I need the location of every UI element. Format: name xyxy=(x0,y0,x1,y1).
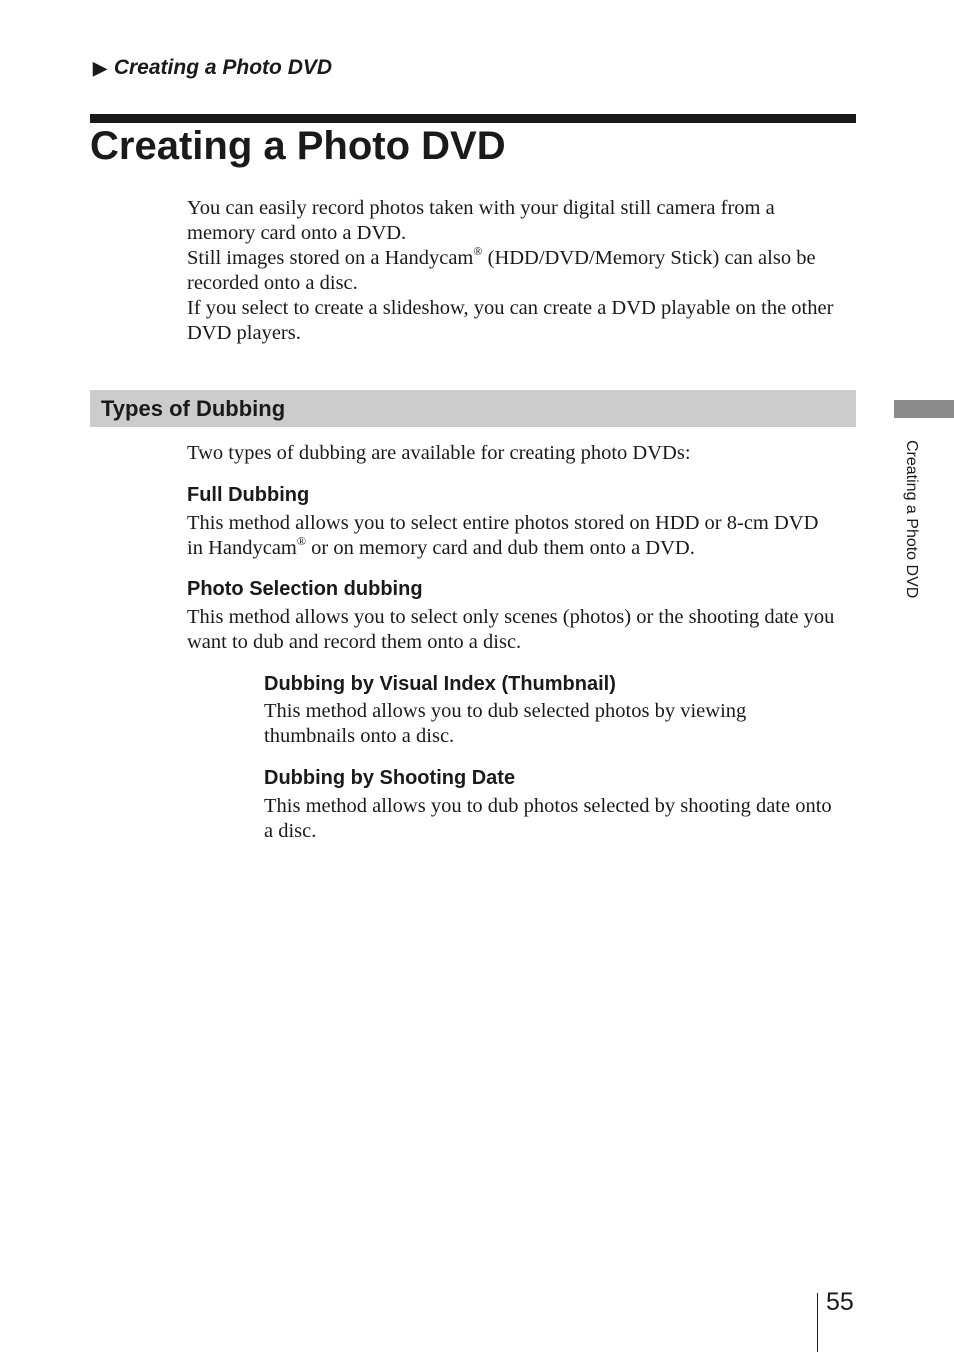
intro-line: DVD players. xyxy=(187,322,301,344)
section-lead: Two types of dubbing are available for creating photo DVDs: xyxy=(187,442,691,464)
intro-line: You can easily record photos taken with your digital still camera from a xyxy=(187,197,775,219)
full-dubbing-text xyxy=(187,511,818,561)
text-line: This method allows you to select only scenes (photos) or the shooting date you xyxy=(187,606,835,628)
intro-paragraph xyxy=(187,196,867,346)
section-title: Types of Dubbing xyxy=(101,396,286,421)
text-span: in Handycam xyxy=(187,537,297,559)
breadcrumb xyxy=(93,56,332,80)
intro-text: (HDD/DVD/Memory Stick) can also be xyxy=(482,247,816,269)
text-line: This method allows you to dub photos selected by shooting date onto xyxy=(264,795,832,817)
text-line: a disc. xyxy=(264,820,317,842)
text-line: thumbnails onto a disc. xyxy=(264,725,455,747)
intro-line: memory card onto a DVD. xyxy=(187,222,407,244)
text-line: This method allows you to dub selected photos by viewing xyxy=(264,700,747,722)
intro-line: recorded onto a disc. xyxy=(187,272,358,294)
visual-index-heading: Dubbing by Visual Index (Thumbnail) xyxy=(264,673,616,695)
registered-mark: ® xyxy=(473,244,483,258)
triangle-right-icon: ▶ xyxy=(93,58,107,78)
intro-line xyxy=(187,246,867,271)
intro-text: Still images stored on a Handycam xyxy=(187,247,474,269)
text-line: This method allows you to select entire photos stored on HDD or 8-cm DVD xyxy=(187,512,819,534)
page-number: 55 xyxy=(826,1288,854,1316)
visual-index-text xyxy=(264,699,746,749)
shooting-date-heading: Dubbing by Shooting Date xyxy=(264,767,516,789)
text-span: or on memory card and dub them onto a DVD. xyxy=(306,537,695,559)
shooting-date-text xyxy=(264,794,832,844)
registered-mark: ® xyxy=(296,534,306,548)
photo-selection-text xyxy=(187,605,834,655)
page-number-rule xyxy=(817,1293,818,1352)
full-dubbing-heading: Full Dubbing xyxy=(187,484,310,506)
breadcrumb-label: Creating a Photo DVD xyxy=(113,56,333,79)
intro-line: If you select to create a slideshow, you can create a DVD playable on the other xyxy=(187,297,834,319)
side-tab-marker xyxy=(894,400,954,418)
text-line xyxy=(187,536,818,561)
page-title: Creating a Photo DVD xyxy=(90,124,506,168)
section-header-bar xyxy=(90,390,856,427)
text-line: want to dub and record them onto a disc. xyxy=(187,631,522,653)
photo-selection-heading: Photo Selection dubbing xyxy=(187,578,423,600)
side-tab-label: Creating a Photo DVD xyxy=(903,440,920,599)
